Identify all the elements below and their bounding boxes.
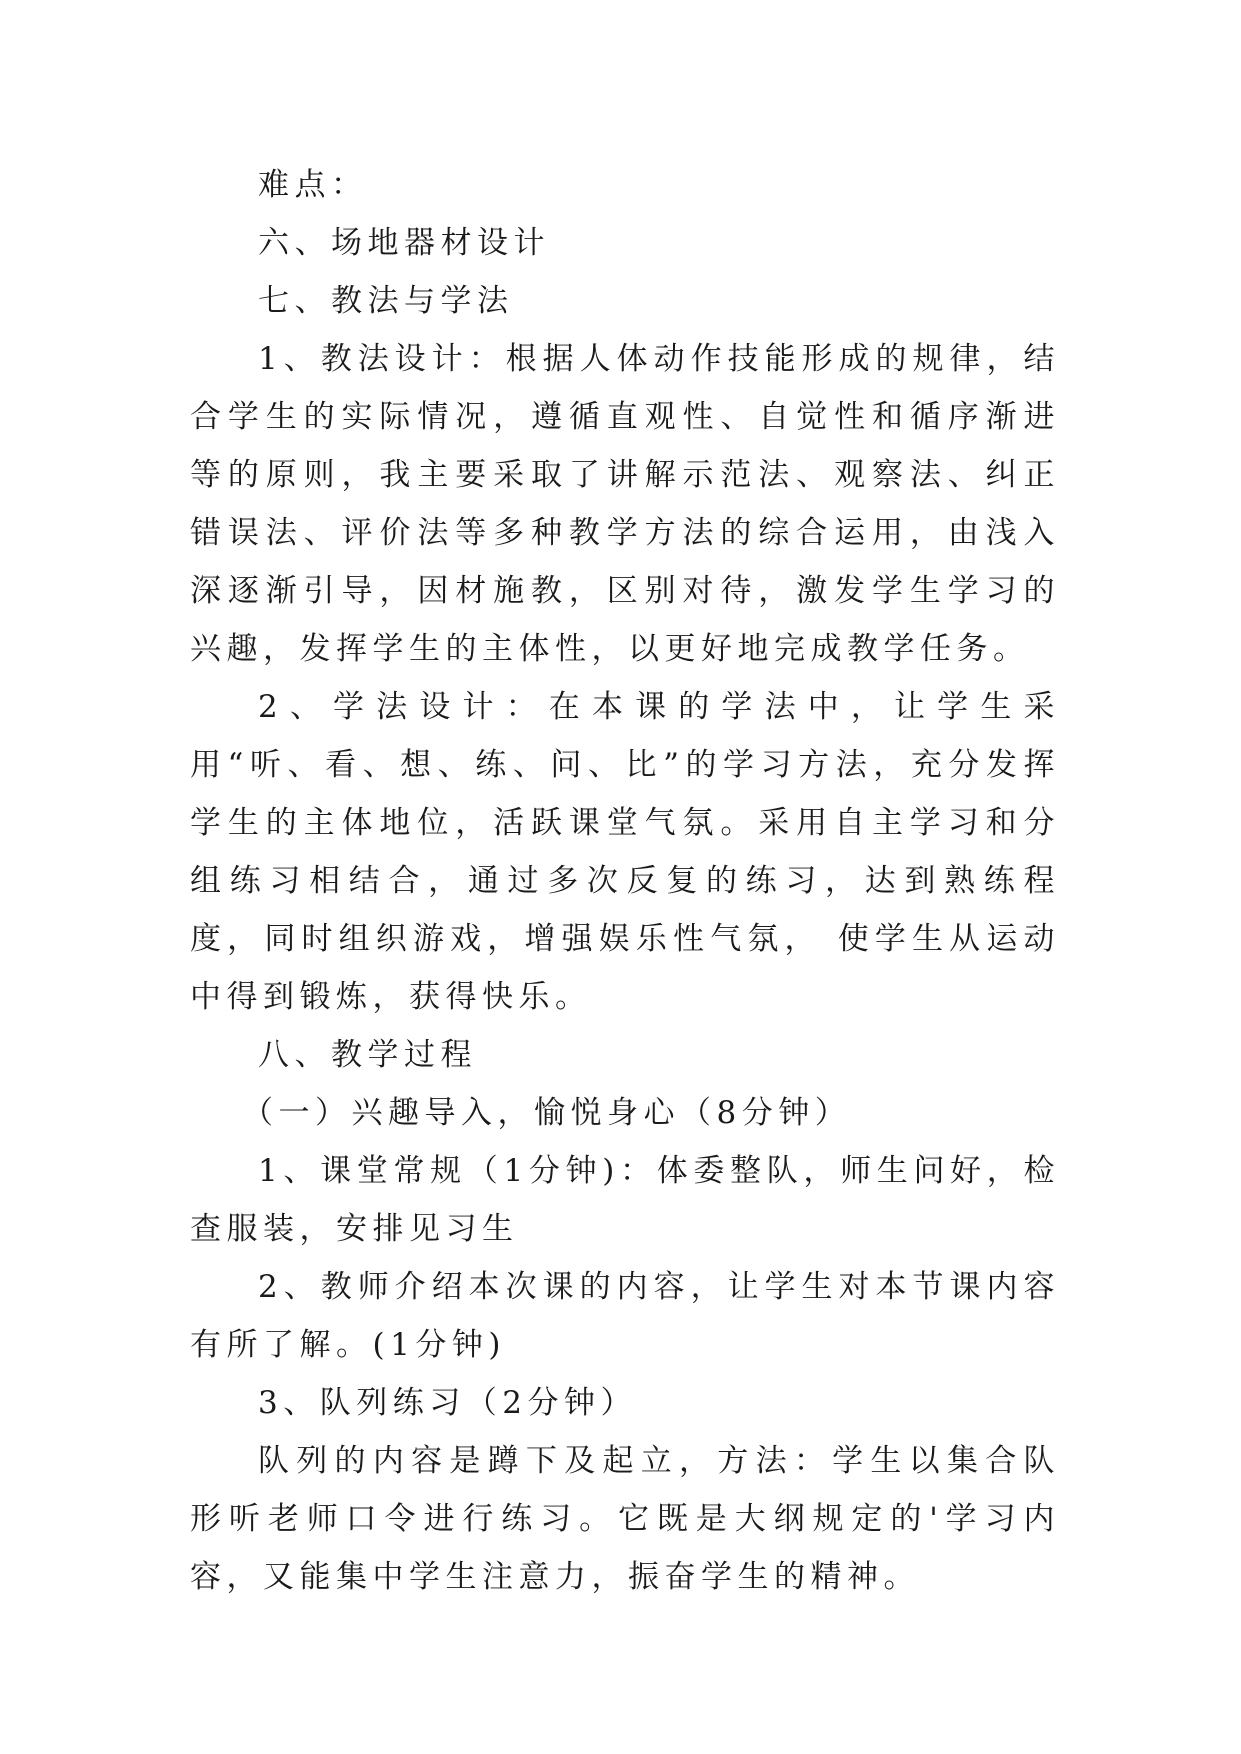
- paragraph-teacher-introduction: 2、教师介绍本次课的内容，让学生对本节课内容有所了解。(1分钟): [190, 1269, 1060, 1363]
- paragraph-teaching-method-design: 1、教法设计：根据人体动作技能形成的规律，结合学生的实际情况，遵循直观性、自觉性和循序渐进等的原则，我主要采取了讲解示范法、观察法、纠正错误法、评价法等多种教学方法的综合运用，由浅入深逐渐引导，因材施教，区别对待，激发学生学习的兴趣，发挥学生的主体性，以更好地完成教学任务。: [190, 341, 1060, 667]
- heading-teaching-learning-methods: 七、教法与学法: [258, 283, 514, 319]
- paragraph-class-routine: 1、课堂常规（1分钟)：体委整队，师生问好，检查服装，安排见习生: [190, 1153, 1060, 1247]
- paragraph-formation-content: 队列的内容是蹲下及起立，方法：学生以集合队形听老师口令进行练习。它既是大纲规定的'学习内容，又能集中学生注意力，振奋学生的精神。: [190, 1443, 1060, 1595]
- paragraph-difficulty: 难点：: [258, 167, 368, 203]
- heading-venue-equipment: 六、场地器材设计: [258, 225, 550, 261]
- subheading-interest-intro: （一）兴趣导入，愉悦身心（8分钟）: [242, 1095, 852, 1131]
- paragraph-learning-method-design: 2、学法设计：在本课的学法中，让学生采用“听、看、想、练、问、比”的学习方法，充分发挥学生的主体地位，活跃课堂气氛。采用自主学习和分组练习相结合，通过多次反复的练习，达到熟练程度，同时组织游戏，增强娱乐性气氛， 使学生从运动中得到锻炼，获得快乐。: [190, 689, 1060, 1015]
- heading-formation-practice: 3、队列练习（2分钟）: [258, 1385, 637, 1421]
- heading-teaching-process: 八、教学过程: [258, 1037, 477, 1073]
- document-body: [190, 156, 1060, 1606]
